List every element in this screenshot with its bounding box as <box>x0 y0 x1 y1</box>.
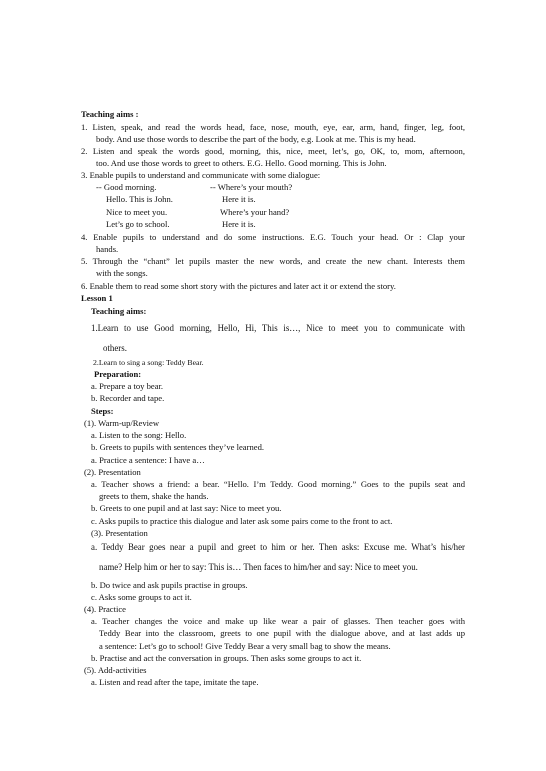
step-3-item-c: c. Asks some groups to act it. <box>91 592 192 602</box>
lesson-aim-2: 2.Learn to sing a song: Teddy Bear. <box>93 358 204 367</box>
dialogue-left-3: Nice to meet you. <box>106 207 168 217</box>
step-2-item-a-line-1: a. Teacher shows a friend: a bear. “Hello. I’m Teddy. Good morning.” Goes to the pupils seat and <box>91 479 465 489</box>
dialogue-left-4: Let’s go to school. <box>106 219 170 229</box>
step-4-item-b: b. Practise and act the conversation in groups. Then asks some groups to act it. <box>91 653 362 663</box>
step-1-item-a: a. Listen to the song: Hello. <box>91 430 187 440</box>
step-1-item-b: b. Greets to pupils with sentences they’ve learned. <box>91 442 265 452</box>
lesson-aim-1-line-1: 1.Learn to use Good morning, Hello, Hi, This is…, Nice to meet you to communicate with <box>91 323 465 333</box>
step-2-title: (2). Presentation <box>84 467 141 477</box>
step-5-title: (5). Add-activities <box>84 665 147 675</box>
step-4-item-a-line-1: a. Teacher changes the voice and make up like wear a pair of glasses. Then teacher goes with <box>91 616 465 626</box>
preparation-item-b: b. Recorder and tape. <box>91 393 165 403</box>
teaching-aims-heading: Teaching aims : <box>81 109 139 119</box>
aim-6-line-1: 6. Enable them to read some short story with the pictures and later act it or extend the story. <box>81 281 396 291</box>
lesson-heading: Lesson 1 <box>81 293 113 303</box>
dialogue-left-1: -- Good morning. <box>96 182 157 192</box>
step-3-item-a-line-1: a. Teddy Bear goes near a pupil and greet to him or her. Then asks: Excuse me. What’s his/her <box>91 542 465 552</box>
aim-2-line-1: 2. Listen and speak the words good, morning, this, nice, meet, let’s, go, OK, to, mom, afternoon, <box>81 146 465 156</box>
aim-5-line-1: 5. Through the “chant” let pupils master the new words, and create the new chant. Interests them <box>81 256 465 266</box>
aim-3-line-1: 3. Enable pupils to understand and communicate with some dialogue: <box>81 170 321 180</box>
aim-2-line-2: too. And use those words to greet to others. E.G. Hello. Good morning. This is John. <box>96 158 387 168</box>
aim-1-line-1: 1. Listen, speak, and read the words head, face, nose, mouth, eye, ear, arm, hand, finger, leg, foot, <box>81 122 465 132</box>
step-2-item-b: b. Greets to one pupil and at last say: Nice to meet you. <box>91 503 282 513</box>
step-3-title: (3). Presentation <box>91 528 148 538</box>
aim-4-line-1: 4. Enable pupils to understand and do some instructions. E.G. Touch your head. Or : Clap your <box>81 232 465 242</box>
dialogue-right-2: Here it is. <box>222 194 256 204</box>
dialogue-right-3: Where’s your hand? <box>220 207 290 217</box>
dialogue-right-4: Here it is. <box>222 219 256 229</box>
preparation-heading: Preparation: <box>94 369 142 379</box>
lesson-aim-1-line-2: others. <box>103 343 127 353</box>
dialogue-right-1: -- Where’s your mouth? <box>210 182 293 192</box>
step-2-item-c: c. Asks pupils to practice this dialogue and later ask some pairs come to the front to act. <box>91 516 393 526</box>
steps-heading: Steps: <box>91 406 114 416</box>
step-1-title: (1). Warm-up/Review <box>84 418 160 428</box>
lesson-aims-heading: Teaching aims: <box>91 306 147 316</box>
aim-1-line-2: body. And use those words to describe the part of the body, e.g. Look at me. This is my head. <box>96 134 416 144</box>
step-3-item-a-line-2: name? Help him or her to say: This is… Then faces to him/her and say: Nice to meet you. <box>99 562 418 572</box>
step-4-item-a-line-3: a sentence: Let’s go to school! Give Teddy Bear a very small bag to show the means. <box>99 641 391 651</box>
preparation-item-a: a. Prepare a toy bear. <box>91 381 164 391</box>
step-4-title: (4). Practice <box>84 604 126 614</box>
aim-4-line-2: hands. <box>96 244 119 254</box>
step-3-item-b: b. Do twice and ask pupils practise in groups. <box>91 580 248 590</box>
step-2-item-a-line-2: greets to them, shake the hands. <box>99 491 209 501</box>
dialogue-left-2: Hello. This is John. <box>106 194 173 204</box>
step-5-item-a: a. Listen and read after the tape, imitate the tape. <box>91 677 259 687</box>
aim-5-line-2: with the songs. <box>96 268 148 278</box>
step-1-item-c: a. Practice a sentence: I have a… <box>91 455 205 465</box>
step-4-item-a-line-2: Teddy Bear into the classroom, greets to one pupil with the dialogue above, and at last adds up <box>99 628 465 638</box>
